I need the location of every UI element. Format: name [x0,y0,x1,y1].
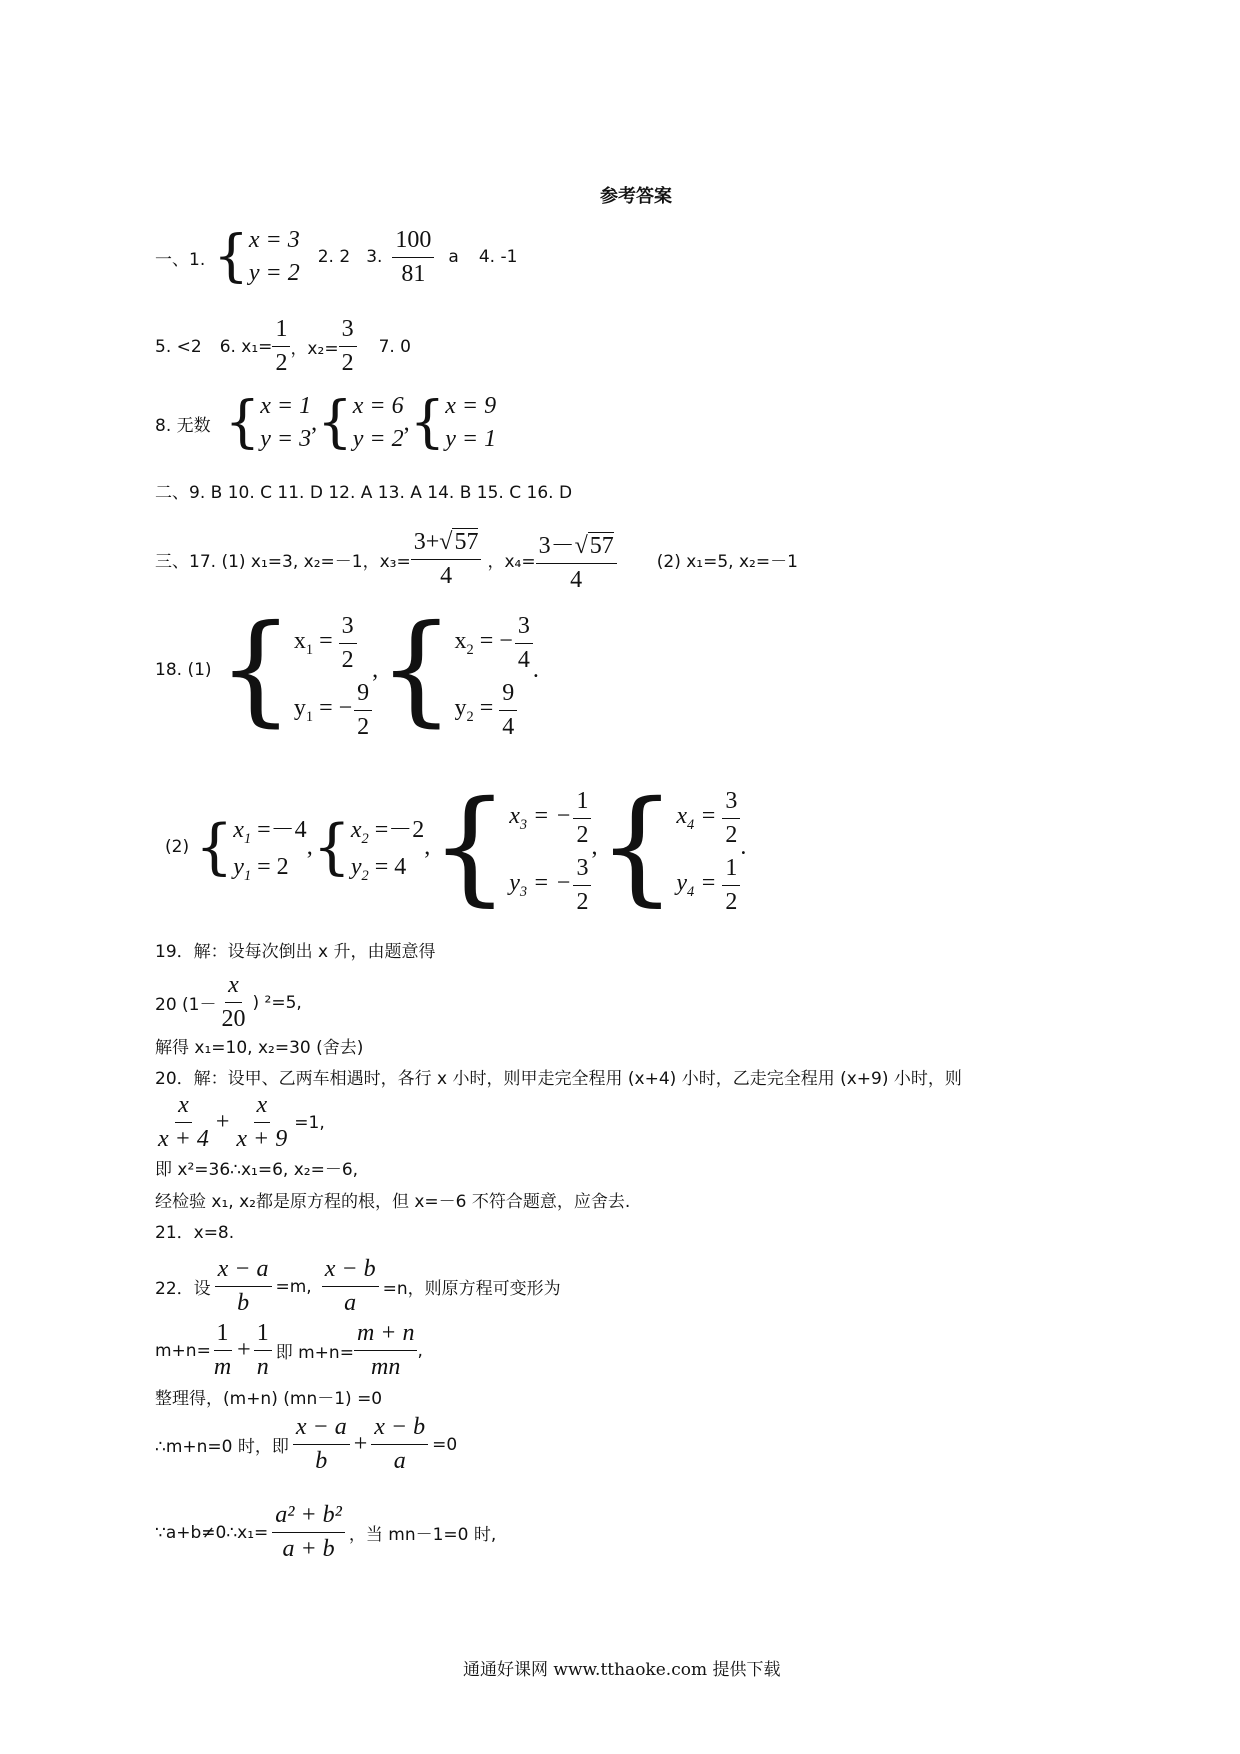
q19-den: 20 [221,1006,246,1032]
q17-mid: ，x₄= [487,552,536,572]
q18-p2-system-2: { $x_2 =-2$ $y_2 = 4$ [312,812,425,884]
q6-fraction-2 [339,316,357,377]
left-brace-icon: { [378,600,455,739]
q17-x3-radicand: 57 [454,529,479,555]
q18-p2-system-3: { $x_3$ = − $\frac{1}{2}$ $y_3$ = − $\frac{3}{2}$ [430,785,591,909]
q20-line4: 经检验 x₁, x₂都是原方程的根，但 x=－6 不符合题意，应舍去. [155,1192,631,1212]
q18-s3b-num: 3 [573,855,591,886]
q18-b-den: 2 [357,714,370,740]
q18-s4a-num: 3 [722,788,740,819]
q22-l4-fraction-1 [293,1414,350,1475]
q17-line [155,525,798,594]
q19-pre: 20 (1－ [155,995,217,1015]
q22-l2-pre: m+n= [155,1340,211,1361]
page-title: 参考答案 [600,186,672,207]
q8-s2a: x = 6 [352,393,404,419]
q18-d-den: 4 [502,714,515,740]
q8-system-2 [317,390,404,456]
q8-system-1 [225,390,312,456]
q20-line1: 20．解：设甲、乙两车相遇时，各行 x 小时，则甲走完全程用 (x+4) 小时，乙走完全程用 (x+9) 小时，则 [155,1069,962,1089]
q3-suffix: a [448,247,459,267]
q22-l2-tail: , [417,1340,423,1361]
q1-system [213,224,300,290]
q19-post: ) ²=5, [252,992,302,1013]
q18-s2b: = 4 [374,854,407,880]
q20-eq-tail: =1, [294,1112,325,1133]
q17-x3-den: 4 [440,563,453,589]
q8-s3a: x = 9 [445,393,497,419]
q19-line1: 19．解：设每次倒出 x 升，由题意得 [155,942,436,962]
q20-fraction-2 [233,1092,290,1153]
q18-s1a: =－4 [257,817,307,844]
answer-line-1 [155,224,517,290]
q18-a-den: 2 [341,647,354,673]
q18-label: 18. (1) [155,660,212,680]
q18-s3a-den: 2 [576,822,589,848]
q20-line3: 即 x²=36∴x₁=6, x₂=－6, [155,1160,359,1180]
q8-system-3 [410,390,497,456]
q22-mid2: =n，则原方程可变形为 [382,1279,561,1299]
q8-s2b: y = 2 [352,426,404,452]
q17-label: 三、17. (1) x₁=3, x₂=－1，x₃= [155,552,411,572]
q6-fraction-1 [272,316,290,377]
q20-f2-num: x [254,1092,271,1123]
q7-answer: 7. 0 [378,336,412,357]
q18-s3b-den: 2 [576,889,589,915]
q1-eq1: x = 3 [248,227,300,253]
q22-f1-den: b [237,1290,250,1316]
q17-x4-fraction [536,525,617,594]
q22-mid1: =m, [275,1276,312,1297]
q3-denominator: 81 [401,260,426,287]
q22-fraction-1 [215,1256,272,1317]
q18-s2a: =－2 [374,817,425,844]
left-brace-icon: { [213,224,249,289]
q5-answer: 5. <2 [155,336,202,357]
q17-x4-den: 4 [570,567,583,593]
q22-line5 [155,1502,496,1563]
q17-x3-num-a: 3+ [413,529,440,555]
q22-l2-f1-num: 1 [214,1320,232,1351]
q22-l5-tail: ，当 mn－1=0 时, [348,1525,497,1545]
left-brace-icon: { [317,390,353,455]
q22-l2-fraction-1 [211,1320,234,1381]
q22-l2-fraction-2 [254,1320,272,1381]
q18-d-num: 9 [499,680,517,711]
q4-answer: 4. -1 [478,247,518,267]
q22-l4-tail: =0 [432,1434,458,1455]
q22-l5-num: a² + b² [272,1502,345,1533]
q22-l4-f1-num: x − a [293,1414,350,1445]
q17-x4-num [536,525,617,564]
q22-l2-f2-den: n [256,1354,269,1380]
sqrt-icon: √ [439,529,453,555]
q1-eq2: y = 2 [248,260,300,286]
q18-part2-label: (2) [165,837,190,857]
q18-s1b: = 2 [257,854,289,880]
q18-s4b-den: 2 [725,889,738,915]
q20-f1-den: x + 4 [158,1126,209,1152]
q6-den1: 2 [275,350,288,376]
q3-numerator: 100 [392,227,434,258]
q22-l4-fraction-2 [371,1414,428,1475]
page-footer: 通通好课网 www.tthaoke.com 提供下载 [463,1660,781,1680]
q18-p2-system-4: { $x_4$ = $\frac{3}{2}$ $y_4$ = $\frac{1}{2}$ [597,785,740,909]
q6-num2: 3 [339,316,357,347]
q6-mid: ，x₂= [290,339,339,359]
q18-system-1: { $x_1$ = $\frac{3}{2}$ $y_1$ = − $\frac{9}{2}$ [218,610,373,730]
q18-part2: (2) { $x_1 =-4$ $y_1 = 2$ , { $x_2 =-2$ $y_2 = 4$ , { $x_3$ = − $\frac{1}{2}$ $y_3$ = − $\frac{3}{2}$ , { $x_4$ = $\frac{3}{2}$ $y_4$ = $\frac{1}{2}$ . [165,775,747,919]
left-brace-icon: { [597,775,677,919]
q22-l4-f1-den: b [315,1448,328,1474]
q22-l5-fraction [272,1502,345,1563]
q18-c-den: 4 [517,647,530,673]
answer-line-3: 8. 无数 { x = 1 y = 3 , { x = 6 y = 2 , { x = 9 y = 1 [155,390,497,455]
q3-label: 3. [366,247,383,267]
q17-x3-fraction [411,529,482,590]
q22-l2-f3-den: mn [371,1354,401,1380]
q19-line2 [155,972,302,1033]
q22-l4-f2-num: x − b [371,1414,428,1445]
q8-s3b: y = 1 [445,426,497,452]
left-brace-icon: { [430,775,510,919]
q22-line1 [155,1256,561,1317]
q3-fraction [392,227,434,288]
q22-line3: 整理得，(m+n) (mn－1) =0 [155,1389,383,1409]
answer-line-2 [155,316,411,377]
left-brace-icon: { [409,390,446,455]
q22-l5-pre: ∵a+b≠0∴x₁= [155,1522,269,1543]
q6-label: 6. x₁= [219,336,273,357]
q22-line4: ∴m+n=0 时，即 $\frac{x - a}{b}$ + $\frac{x - b}{a}$ =0 [155,1414,458,1474]
left-brace-icon: { [312,812,351,882]
q22-f1-num: x − a [215,1256,272,1287]
q17-part2: (2) x₁=5, x₂=－1 [656,552,798,572]
q22-l2-f1-den: m [213,1354,232,1380]
section-2-answers: 二、9. B 10. C 11. D 12. A 13. A 14. B 15. C 16. D [155,483,573,503]
left-brace-icon: { [217,600,294,739]
sqrt-icon: √ [574,533,588,559]
q22-l4-pre: ∴m+n=0 时，即 [155,1437,289,1457]
q22-label: 22．设 [155,1279,211,1299]
q22-f2-den: a [344,1290,357,1316]
q21-answer: 21．x=8. [155,1223,235,1243]
q22-l5-den: a + b [282,1536,335,1562]
q19-line3: 解得 x₁=10, x₂=30 (舍去) [155,1038,364,1058]
q18-c-num: 3 [515,613,533,644]
q22-l2-f3-num: m + n [354,1320,418,1351]
q18-a-num: 3 [339,613,357,644]
left-brace-icon: { [195,812,234,882]
q20-f1-num: x [175,1092,192,1123]
q22-f2-num: x − b [322,1256,379,1287]
section-1-label: 一、1. [155,249,206,270]
q18-system-2: { $x_2$ = − $\frac{3}{4}$ $y_2$ = $\frac{9}{4}$ [378,610,533,730]
q6-den2: 2 [341,350,354,376]
q19-num: x [225,972,242,1003]
q20-fraction-1 [155,1092,212,1153]
q22-fraction-2 [322,1256,379,1317]
q18-s4b-num: 1 [722,855,740,886]
q22-line2: m+n= $\frac{1}{m}$ + $\frac{1}{n}$ 即 m+n= $\frac{m + n}{mn}$ , [155,1320,423,1380]
q18-s3a-num: 1 [573,788,591,819]
q17-x4-num-a: 3－ [538,533,575,559]
q18-p2-system-1: { $x_1 =-4$ $y_1 = 2$ [195,812,307,884]
q17-x3-num [411,529,482,560]
q2-answer: 2. 2 [317,247,351,267]
q6-num1: 1 [272,316,290,347]
q18-part1: 18. (1) { $x_1$ = $\frac{3}{2}$ $y_1$ = − $\frac{9}{2}$ , { $x_2$ = − $\frac{3}{4}$ $y_2$ = $\frac{9}{4}$ . [155,600,539,740]
q22-l2-mid: 即 m+n= [275,1343,354,1363]
q22-l4-f2-den: a [393,1448,406,1474]
q8-s1b: y = 3 [260,426,312,452]
left-brace-icon: { [224,390,261,455]
q17-x4-radicand: 57 [589,533,614,559]
q18-b-num: 9 [354,680,372,711]
q22-l2-fraction-3 [354,1320,418,1381]
q20-f2-den: x + 9 [236,1126,288,1152]
q22-l2-f2-num: 1 [254,1320,272,1351]
q20-line2: $\frac{x}{x + 4}$ + $\frac{x}{x + 9}$ =1, [155,1092,325,1153]
q19-fraction [218,972,248,1033]
q18-s4a-den: 2 [725,822,738,848]
q8-label: 8. 无数 [155,415,211,436]
q8-s1a: x = 1 [260,393,312,419]
